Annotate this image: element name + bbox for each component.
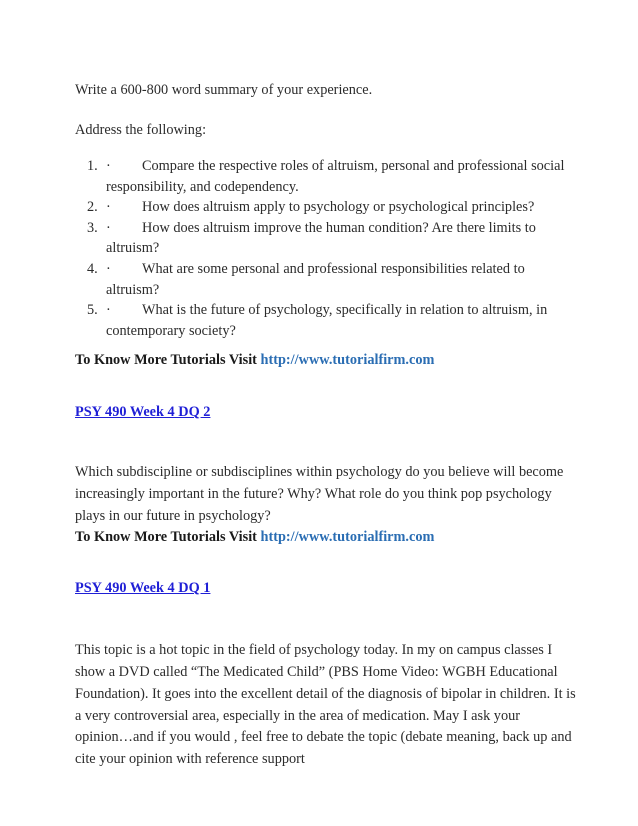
bullet-icon: ·: [106, 158, 111, 174]
list-number: 3.: [87, 219, 98, 236]
list-text: How does altruism improve the human condition? Are there limits to altruism?: [106, 219, 536, 257]
bullet-icon: ·: [106, 199, 111, 216]
tutorials-callout: [75, 527, 434, 548]
bullet-icon: ·: [106, 260, 111, 277]
list-number: 2.: [87, 199, 98, 216]
list-item: [75, 218, 575, 259]
list-item: [75, 300, 575, 341]
list-text: Compare the respective roles of altruism, personal and professional social responsibility, and codependency.: [106, 158, 565, 195]
section-body-dq1: This topic is a hot topic in the field of psychology today. In my on campus classes I show a DVD called “The Medicated Child” (PBS Home Video: WGBH Educational Foundation). It goes into the excellent detail of the diagnosis of bipolar in children. It is a very controversial area, especially in the area of medication. May I ask your opinion…and if you would , feel free to debate the topic (debate meaning, back up and cite your opinion with reference support: [75, 642, 576, 768]
list-number: 5.: [87, 302, 98, 319]
tutorials-link[interactable]: http://www.tutorialfirm.com: [260, 352, 435, 368]
list-number: 1.: [87, 158, 98, 174]
bullet-icon: ·: [106, 219, 111, 236]
list-text: What is the future of psychology, specifically in relation to altruism, in contemporary society?: [106, 302, 548, 339]
section-heading-dq1[interactable]: PSY 490 Week 4 DQ 1: [75, 580, 211, 596]
question-list: [75, 156, 575, 341]
tutorials-link[interactable]: http://www.tutorialfirm.com: [260, 529, 435, 545]
list-text: What are some personal and professional responsibilities related to altruism?: [106, 260, 525, 298]
list-item: [75, 197, 575, 218]
tutorials-label: To Know More Tutorials Visit: [75, 352, 257, 368]
section-heading-dq2[interactable]: PSY 490 Week 4 DQ 2: [75, 404, 211, 420]
list-number: 4.: [87, 260, 98, 277]
list-text: How does altruism apply to psychology or psychological principles?: [142, 199, 535, 216]
tutorials-label: To Know More Tutorials Visit: [75, 529, 257, 545]
list-item: [75, 156, 575, 197]
section-body-dq2: Which subdiscipline or subdisciplines within psychology do you believe will become increasingly important in the future? Why? What role do you think pop psychology plays in our future in psychology?: [75, 464, 564, 524]
intro-instruction: Write a 600-800 word summary of your experience.: [75, 82, 373, 98]
bullet-icon: ·: [106, 302, 111, 319]
tutorials-callout: [75, 350, 434, 371]
intro-address: Address the following:: [75, 122, 207, 138]
list-item: [75, 259, 575, 300]
